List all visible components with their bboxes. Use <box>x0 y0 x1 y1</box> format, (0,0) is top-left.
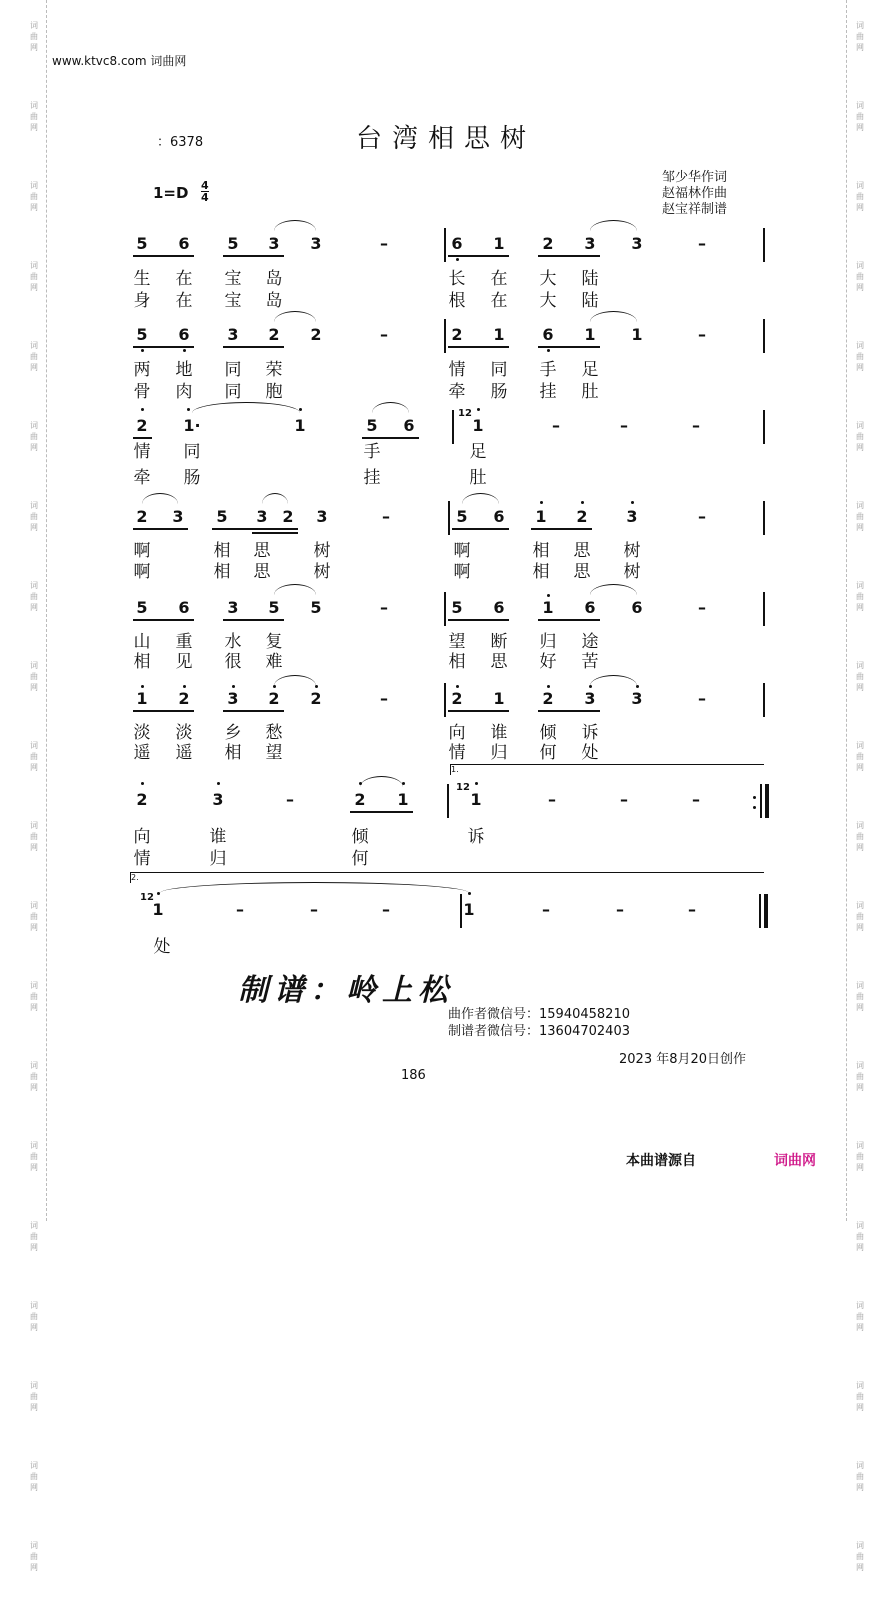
lyric: 遥 <box>175 743 193 763</box>
source-label: 本曲谱源自 <box>626 1153 696 1169</box>
note: – <box>698 507 706 526</box>
note: – <box>692 416 700 435</box>
composer: 赵福林作曲 <box>662 186 728 201</box>
lyric: 两 <box>133 360 151 380</box>
high-octave-dot <box>547 594 550 597</box>
underline <box>223 710 284 712</box>
barline <box>763 683 765 717</box>
note: 3 <box>212 790 224 809</box>
note: 3 <box>631 689 643 708</box>
transcriber-signature: 制谱：岭上松 <box>238 973 454 1008</box>
low-octave-dot <box>183 349 186 352</box>
note: – <box>382 507 390 526</box>
transcriber-wechat: 制谱者微信号：13604702403 <box>448 1024 630 1039</box>
lyric: 大 <box>539 291 557 311</box>
lyric: 岛 <box>265 291 283 311</box>
note: 6 <box>493 507 505 526</box>
barline <box>760 784 762 818</box>
lyric: 情 <box>448 360 466 380</box>
note: 1 <box>584 325 596 344</box>
note: 2 <box>282 507 294 526</box>
lyric: 身 <box>133 291 151 311</box>
credits <box>662 170 727 218</box>
transcriber: 赵宝祥制谱 <box>662 202 728 217</box>
time-top: 4 <box>201 179 209 192</box>
note: 1 <box>493 234 505 253</box>
volta-bracket: 2. <box>130 872 764 883</box>
note: 6 <box>178 234 190 253</box>
note: 1 <box>631 325 643 344</box>
source-site-link[interactable]: 词曲网 <box>774 1153 816 1169</box>
lyric: 同 <box>490 360 508 380</box>
lyric: 诉 <box>467 827 485 847</box>
note: 1· <box>183 416 201 435</box>
note: 5 <box>310 598 322 617</box>
note: 6 <box>178 598 190 617</box>
high-octave-dot <box>183 685 186 688</box>
note: – <box>548 790 556 809</box>
note: 3 <box>227 598 239 617</box>
barline <box>444 319 446 353</box>
high-octave-dot <box>540 501 543 504</box>
note: – <box>286 790 294 809</box>
note: 6 <box>403 416 415 435</box>
note: 2 <box>268 689 280 708</box>
note: 5 <box>136 234 148 253</box>
lyric: 谁 <box>209 827 227 847</box>
note: 1 <box>463 900 475 919</box>
lyric: 途 <box>581 632 599 652</box>
lyric: 处 <box>581 743 599 763</box>
lyric: 胞 <box>265 382 283 402</box>
site-url[interactable]: www.ktvc8.com 词曲网 <box>52 54 187 68</box>
tie <box>360 776 403 787</box>
tie <box>160 882 469 893</box>
song-title: 台湾相思树 <box>355 124 536 154</box>
tie <box>372 402 409 413</box>
lyric: 情 <box>133 442 151 462</box>
lyric: 陆 <box>581 291 599 311</box>
high-octave-dot <box>631 501 634 504</box>
tie <box>274 311 316 322</box>
note: 2 <box>310 325 322 344</box>
lyric: 在 <box>490 269 508 289</box>
lyric: 树 <box>313 562 331 582</box>
lyric: 肚 <box>469 468 487 488</box>
note: 3 <box>268 234 280 253</box>
high-octave-dot <box>475 782 478 785</box>
lyric: 好 <box>539 652 557 672</box>
barline <box>759 894 761 928</box>
note: 1 <box>535 507 547 526</box>
barline <box>444 683 446 717</box>
tie <box>274 220 316 231</box>
tie <box>590 584 637 595</box>
lyric: 倾 <box>539 723 557 743</box>
note: 1 <box>397 790 409 809</box>
lyric: 岛 <box>265 269 283 289</box>
barline <box>763 501 765 535</box>
lyric: 同 <box>224 360 242 380</box>
note: – <box>616 900 624 919</box>
high-octave-dot <box>232 685 235 688</box>
note: 2 <box>451 325 463 344</box>
note: 2 <box>354 790 366 809</box>
note: 3 <box>227 325 239 344</box>
note: – <box>380 234 388 253</box>
note: 5 <box>456 507 468 526</box>
lyric: 同 <box>183 442 201 462</box>
note: 1 <box>472 416 484 435</box>
barline <box>444 228 446 262</box>
lyric: 肚 <box>581 382 599 402</box>
note: – <box>698 689 706 708</box>
tie <box>192 402 300 413</box>
note: 6 <box>451 234 463 253</box>
lyric: 思 <box>253 541 271 561</box>
note: – <box>310 900 318 919</box>
note: 6 <box>631 598 643 617</box>
low-octave-dot <box>547 349 550 352</box>
note: 1 <box>493 689 505 708</box>
note: – <box>698 325 706 344</box>
high-octave-dot <box>547 685 550 688</box>
lyric: 陆 <box>581 269 599 289</box>
underline <box>538 255 600 257</box>
note: 2 <box>136 790 148 809</box>
lyric: 宝 <box>224 269 242 289</box>
high-octave-dot <box>141 782 144 785</box>
creation-date: 2023 年8月20日创作 <box>619 1052 747 1067</box>
underline <box>223 619 284 621</box>
high-octave-dot <box>141 408 144 411</box>
underline <box>531 528 592 530</box>
score-number: ：6378 <box>157 135 204 150</box>
underline <box>452 528 509 530</box>
note: – <box>380 325 388 344</box>
barline <box>763 228 765 262</box>
contacts <box>448 1006 630 1040</box>
lyric: 同 <box>224 382 242 402</box>
note: – <box>698 234 706 253</box>
underline <box>538 619 600 621</box>
note: – <box>542 900 550 919</box>
lyric: 相 <box>448 652 466 672</box>
note: 2 <box>136 507 148 526</box>
note: 2 <box>576 507 588 526</box>
grace-note: 12 <box>456 782 470 793</box>
note: 1 <box>152 900 164 919</box>
note: 6 <box>493 598 505 617</box>
barline <box>448 501 450 535</box>
lyricist: 邹少华作词 <box>662 170 728 185</box>
note: – <box>552 416 560 435</box>
lyric: 思 <box>253 562 271 582</box>
lyric: 长 <box>448 269 466 289</box>
barline <box>447 784 449 818</box>
note: 2 <box>542 689 554 708</box>
underline <box>133 346 194 348</box>
low-octave-dot <box>141 349 144 352</box>
lyric: 断 <box>490 632 508 652</box>
note: 1 <box>294 416 306 435</box>
note: – <box>382 900 390 919</box>
lyric: 树 <box>313 541 331 561</box>
note: 2 <box>451 689 463 708</box>
note: 3 <box>316 507 328 526</box>
note: 6 <box>178 325 190 344</box>
lyric: 相 <box>532 541 550 561</box>
lyric: 见 <box>175 652 193 672</box>
note: 1 <box>470 790 482 809</box>
time-bottom: 4 <box>201 191 209 204</box>
time-signature <box>201 180 209 203</box>
note: 6 <box>542 325 554 344</box>
lyric: 归 <box>209 849 227 869</box>
high-octave-dot <box>217 782 220 785</box>
barline <box>452 410 454 444</box>
lyric: 大 <box>539 269 557 289</box>
note: – <box>380 689 388 708</box>
underline <box>212 528 298 530</box>
lyric: 相 <box>213 562 231 582</box>
lyric: 足 <box>581 360 599 380</box>
repeat-dot <box>753 806 756 809</box>
lyric: 相 <box>532 562 550 582</box>
note: 3 <box>172 507 184 526</box>
note: 2 <box>178 689 190 708</box>
underline <box>133 255 194 257</box>
underline <box>133 528 188 530</box>
grace-note: 12 <box>458 408 472 419</box>
tie <box>262 493 288 504</box>
lyric: 归 <box>539 632 557 652</box>
note: 5 <box>227 234 239 253</box>
barline <box>460 894 462 928</box>
underline <box>538 346 600 348</box>
underline <box>350 811 413 813</box>
lyric: 在 <box>175 269 193 289</box>
note: 5 <box>216 507 228 526</box>
lyric: 肠 <box>490 382 508 402</box>
note: 2 <box>268 325 280 344</box>
lyric: 淡 <box>133 723 151 743</box>
barline <box>763 592 765 626</box>
tie <box>274 675 316 686</box>
lyric: 地 <box>175 360 193 380</box>
lyric: 复 <box>265 632 283 652</box>
note: 5 <box>268 598 280 617</box>
lyric: 树 <box>623 541 641 561</box>
tie <box>590 311 637 322</box>
barline <box>763 319 765 353</box>
lyric: 望 <box>265 743 283 763</box>
lyric: 诉 <box>581 723 599 743</box>
high-octave-dot <box>187 408 190 411</box>
note: 2 <box>542 234 554 253</box>
note: 1 <box>493 325 505 344</box>
lyric: 山 <box>133 632 151 652</box>
underline <box>223 346 284 348</box>
lyric: 树 <box>623 562 641 582</box>
lyric: 归 <box>490 743 508 763</box>
lyric: 宝 <box>224 291 242 311</box>
barline <box>764 894 768 928</box>
composer-wechat: 曲作者微信号：15940458210 <box>448 1007 630 1022</box>
lyric: 手 <box>363 442 381 462</box>
underline <box>252 532 298 534</box>
lyric: 谁 <box>490 723 508 743</box>
tie <box>590 675 637 686</box>
right-watermark-strip: 词 曲 网 词 曲 网 词 曲 网 词 曲 网 词 曲 网 词 曲 网 词 曲 网 词 曲 网 词 曲 网 词 曲 网 词 曲 网 词 曲 网 词 曲 网 词 曲 网 词 曲 网 词 曲 网 词 曲 网 词 曲 网 词 曲 网 词 曲 网 <box>856 21 864 1572</box>
lyric: 何 <box>539 743 557 763</box>
lyric: 思 <box>573 562 591 582</box>
note: 1 <box>136 689 148 708</box>
underline <box>448 710 509 712</box>
note: 6 <box>584 598 596 617</box>
lyric: 骨 <box>133 382 151 402</box>
lyric: 根 <box>448 291 466 311</box>
barline <box>765 784 769 818</box>
underline <box>448 346 509 348</box>
note: 3 <box>584 689 596 708</box>
lyric: 在 <box>490 291 508 311</box>
lyric: 思 <box>573 541 591 561</box>
note: 2 <box>310 689 322 708</box>
lyric: 情 <box>448 743 466 763</box>
grace-note: 12 <box>140 892 154 903</box>
lyric: 向 <box>448 723 466 743</box>
lyric: 肉 <box>175 382 193 402</box>
lyric: 足 <box>469 442 487 462</box>
lyric: 相 <box>213 541 231 561</box>
tie <box>142 493 178 504</box>
lyric: 挂 <box>363 468 381 488</box>
lyric: 水 <box>224 632 242 652</box>
note: – <box>236 900 244 919</box>
note: 3 <box>584 234 596 253</box>
lyric: 苦 <box>581 652 599 672</box>
tie <box>274 584 316 595</box>
lyric: 难 <box>265 652 283 672</box>
lyric: 愁 <box>265 723 283 743</box>
lyric: 倾 <box>351 827 369 847</box>
high-octave-dot <box>477 408 480 411</box>
lyric: 肠 <box>183 468 201 488</box>
lyric: 啊 <box>133 562 151 582</box>
note: – <box>620 416 628 435</box>
tie <box>590 220 637 231</box>
underline <box>538 710 600 712</box>
lyric: 手 <box>539 360 557 380</box>
lyric: 啊 <box>453 562 471 582</box>
lyric: 啊 <box>453 541 471 561</box>
low-octave-dot <box>456 258 459 261</box>
note: 1 <box>542 598 554 617</box>
lyric: 处 <box>153 937 171 957</box>
note: 3 <box>310 234 322 253</box>
lyric: 相 <box>224 743 242 763</box>
lyric: 很 <box>224 652 242 672</box>
note: 3 <box>626 507 638 526</box>
lyric: 挂 <box>539 382 557 402</box>
lyric: 情 <box>133 849 151 869</box>
lyric: 荣 <box>265 360 283 380</box>
lyric: 在 <box>175 291 193 311</box>
underline <box>448 619 509 621</box>
repeat-dot <box>753 796 756 799</box>
key-signature: 1=D <box>153 184 189 202</box>
note: – <box>698 598 706 617</box>
underline <box>223 255 284 257</box>
lyric: 啊 <box>133 541 151 561</box>
note: – <box>380 598 388 617</box>
high-octave-dot <box>581 501 584 504</box>
note: 5 <box>136 325 148 344</box>
high-octave-dot <box>141 685 144 688</box>
lyric: 淡 <box>175 723 193 743</box>
underline <box>133 619 194 621</box>
barline <box>444 592 446 626</box>
barline <box>763 410 765 444</box>
note: 3 <box>227 689 239 708</box>
page-number: 186 <box>401 1068 426 1083</box>
lyric: 生 <box>133 269 151 289</box>
lyric: 乡 <box>224 723 242 743</box>
note: 5 <box>366 416 378 435</box>
underline <box>133 710 194 712</box>
underline <box>448 255 509 257</box>
lyric: 思 <box>490 652 508 672</box>
lyric: 牵 <box>448 382 466 402</box>
note: – <box>620 790 628 809</box>
left-margin-line <box>46 0 47 1221</box>
lyric: 重 <box>175 632 193 652</box>
note: 5 <box>451 598 463 617</box>
note: 3 <box>631 234 643 253</box>
note: – <box>688 900 696 919</box>
volta-bracket: 1. <box>450 764 764 775</box>
left-watermark-strip: 词 曲 网 词 曲 网 词 曲 网 词 曲 网 词 曲 网 词 曲 网 词 曲 网 词 曲 网 词 曲 网 词 曲 网 词 曲 网 词 曲 网 词 曲 网 词 曲 网 词 曲 网 词 曲 网 词 曲 网 词 曲 网 词 曲 网 词 曲 网 <box>30 21 38 1572</box>
note: 5 <box>136 598 148 617</box>
note: 2 <box>136 416 148 435</box>
lyric: 遥 <box>133 743 151 763</box>
lyric: 何 <box>351 849 369 869</box>
note: 3 <box>256 507 268 526</box>
lyric: 望 <box>448 632 466 652</box>
note: – <box>692 790 700 809</box>
right-margin-line <box>846 0 847 1221</box>
lyric: 牵 <box>133 468 151 488</box>
high-octave-dot <box>456 685 459 688</box>
lyric: 向 <box>133 827 151 847</box>
lyric: 相 <box>133 652 151 672</box>
tie <box>462 493 499 504</box>
